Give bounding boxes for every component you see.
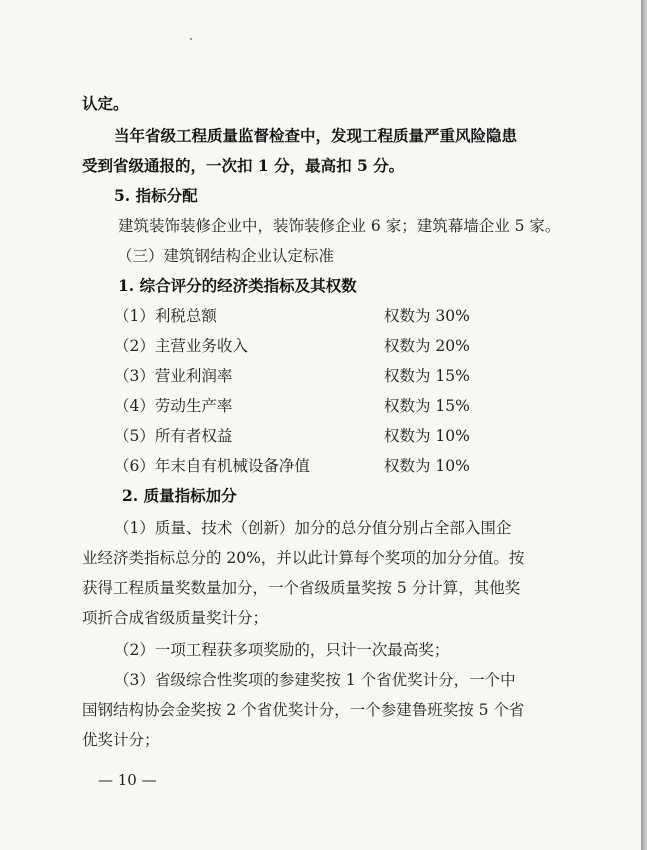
indicator-label: （1）利税总额 xyxy=(114,307,217,325)
text-line: （2）一项工程获多项奖励的，只计一次最高奖； xyxy=(114,641,450,659)
text-line: 认定。 xyxy=(82,94,129,113)
text-line: 建筑装饰装修企业中，装饰装修企业 6 家；建筑幕墙企业 5 家。 xyxy=(118,217,561,235)
section-heading: 1. 综合评分的经济类指标及其权数 xyxy=(118,276,357,295)
text-line: 优奖计分； xyxy=(82,731,160,749)
indicator-label: （6）年末自有机械设备净值 xyxy=(114,457,310,475)
section-heading: （三）建筑钢结构企业认定标准 xyxy=(117,247,335,265)
indicator-weight: 权数为 10% xyxy=(384,457,470,475)
indicator-weight: 权数为 15% xyxy=(384,367,470,385)
text-line: （3）省级综合性奖项的参建奖按 1 个省优奖计分，一个中 xyxy=(114,671,516,689)
page-edge xyxy=(641,0,647,850)
text-line: 获得工程质量奖数量加分，一个省级质量奖按 5 分计算，其他奖 xyxy=(82,579,521,597)
indicator-label: （2）主营业务收入 xyxy=(114,337,248,355)
text-line: 受到省级通报的，一次扣 1 分，最高扣 5 分。 xyxy=(82,156,405,175)
text-line: 项折合成省级质量奖计分； xyxy=(82,609,269,627)
section-heading: 2. 质量指标加分 xyxy=(122,486,237,505)
indicator-weight: 权数为 30% xyxy=(384,307,470,325)
text-line: （1）质量、技术（创新）加分的总分值分别占全部入围企 xyxy=(114,519,512,537)
scan-speck xyxy=(190,38,192,40)
text-line: 当年省级工程质量监督检查中，发现工程质量严重风险隐患 xyxy=(114,126,518,145)
indicator-weight: 权数为 15% xyxy=(384,397,470,415)
indicator-weight: 权数为 10% xyxy=(384,427,470,445)
indicator-label: （3）营业利润率 xyxy=(114,367,233,385)
indicator-weight: 权数为 20% xyxy=(384,337,470,355)
indicator-label: （4）劳动生产率 xyxy=(114,397,233,415)
text-line: 国钢结构协会金奖按 2 个省优奖计分，一个参建鲁班奖按 5 个省 xyxy=(82,701,525,719)
text-line: 业经济类指标总分的 20%，并以此计算每个奖项的加分分值。按 xyxy=(82,549,525,567)
section-heading: 5. 指标分配 xyxy=(114,186,198,205)
page-number: — 10 — xyxy=(98,771,157,789)
indicator-label: （5）所有者权益 xyxy=(114,427,233,445)
